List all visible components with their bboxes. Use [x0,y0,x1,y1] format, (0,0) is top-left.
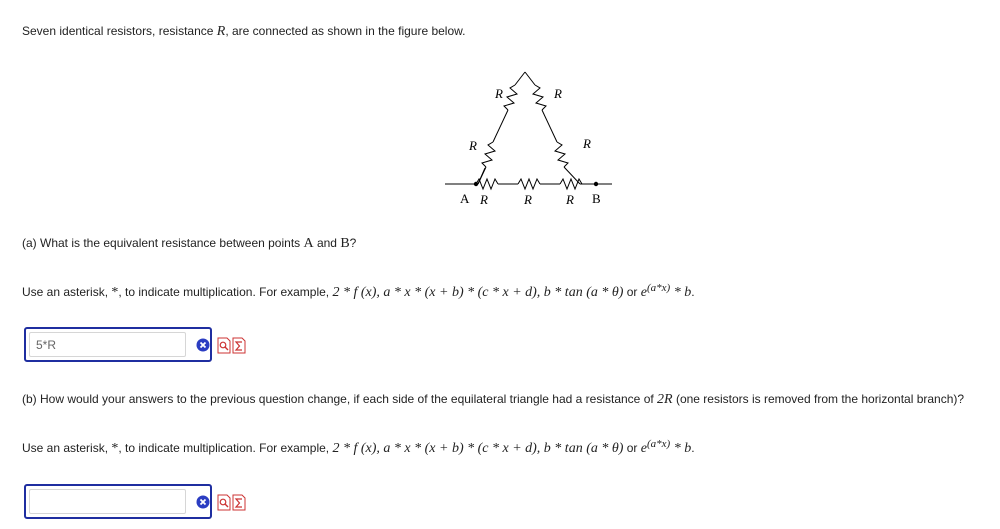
label-r-mid-right: R [583,136,591,151]
question-b-before: (b) How would your answers to the previous question change, if each side of the equilateral triangle had a resistance of [22,392,658,406]
question-b-value: 2R [657,392,673,407]
resistor-bottom-1 [476,179,498,189]
hint-b-tail: * b [670,441,692,456]
intro-var-r: R [216,24,226,39]
hint-b-mid: , to indicate multiplication. For example, [118,441,333,455]
resistor-bottom-2 [518,179,540,189]
hint-end: . [691,285,695,299]
hint-mid: , to indicate multiplication. For example, [118,285,333,299]
preview-icon[interactable] [217,337,231,354]
label-r-mid-left: R [469,138,477,153]
node-a [474,182,478,186]
hint-tail: * b [670,285,692,300]
label-r-bottom-2: R [524,192,532,207]
preview-icon[interactable] [217,494,231,511]
label-r-top-right: R [554,86,562,101]
question-a-point-a: A [303,236,314,251]
intro-text [22,24,465,40]
hint-b-star: * [111,441,119,456]
hint-b-intro: Use an asterisk, [22,441,112,455]
node-b [594,182,598,186]
answer-a-box [24,327,212,362]
hint-a [22,282,695,301]
hint-b-example: 2 * f (x), a * x * (x + b) * (c * x + d), b * tan (a * θ) [332,441,624,456]
question-a-before: (a) What is the equivalent resistance between points [22,236,304,250]
hint-b-e: e [640,441,647,456]
x-circle-icon[interactable] [196,338,210,352]
answer-b-box [24,484,212,519]
hint-example: 2 * f (x), a * x * (x + b) * (c * x + d), b * tan (a * θ) [332,285,624,300]
question-b [22,392,964,408]
question-a-point-b: B [340,236,350,251]
resistor-bottom-3 [560,179,582,189]
hint-b-end: . [691,441,695,455]
label-point-a: A [460,191,470,206]
label-r-bottom-3: R [566,192,574,207]
resistor-left-lower [482,142,495,167]
question-a-after: ? [349,236,357,250]
hint-e: e [640,285,647,300]
hint-b-or: or [623,441,641,455]
resistor-right-lower [555,142,568,167]
hint-b-exponent: (a*x) [646,438,671,450]
hint-intro: Use an asterisk, [22,285,112,299]
equation-editor-icon[interactable] [232,494,246,511]
answer-b-input[interactable] [29,489,186,514]
resistor-left-upper [504,85,517,110]
equation-editor-icon[interactable] [232,337,246,354]
circuit-diagram [440,70,620,210]
intro-after: , are connected as shown in the figure below. [225,24,466,38]
resistor-right-upper [533,85,546,110]
question-a-and: and [313,236,341,250]
intro-before: Seven identical resistors, resistance [22,24,217,38]
question-a [22,236,356,252]
question-b-after: (one resistors is removed from the horizontal branch)? [672,392,965,406]
label-point-b: B [592,191,601,206]
hint-b [22,438,695,457]
hint-or: or [623,285,641,299]
label-r-bottom-1: R [480,192,488,207]
label-r-top-left: R [495,86,503,101]
hint-exponent: (a*x) [646,282,671,294]
x-circle-icon[interactable] [196,495,210,509]
answer-a-input[interactable] [29,332,186,357]
hint-star: * [111,285,119,300]
